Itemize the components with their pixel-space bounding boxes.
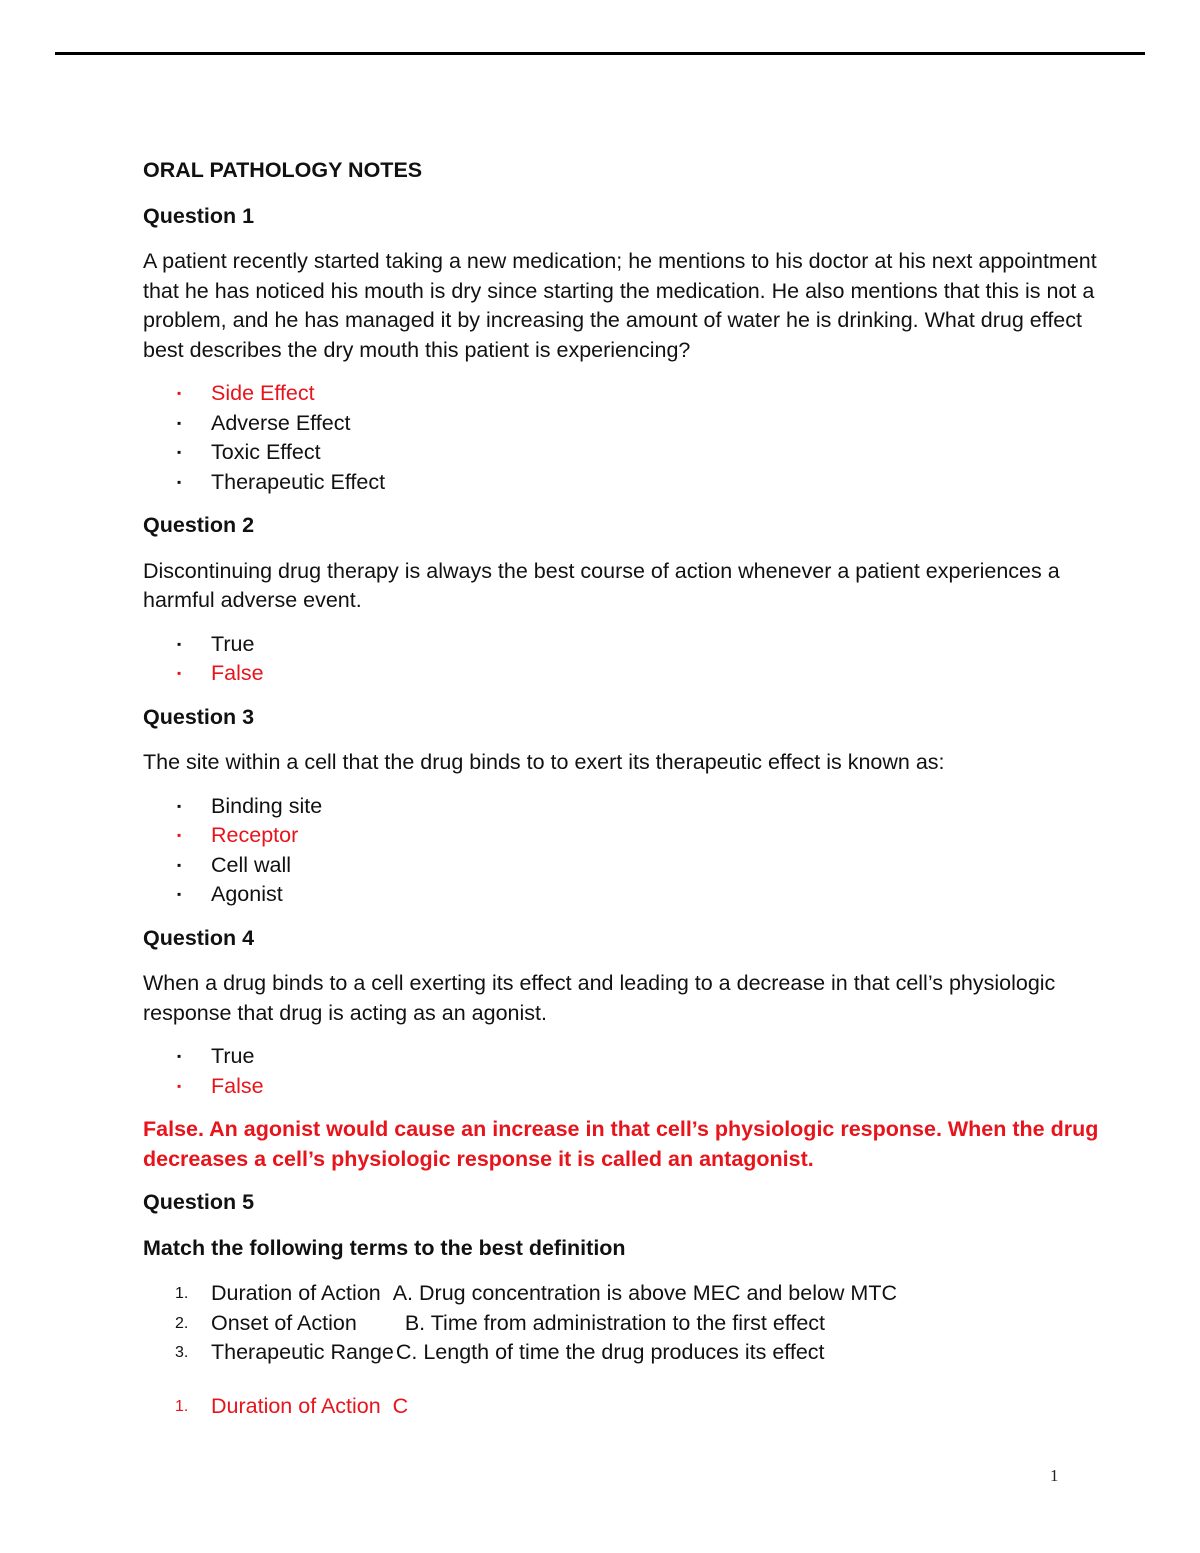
bullet-icon: ▪	[177, 474, 182, 489]
question-heading: Question 3	[143, 704, 255, 729]
matching-list	[143, 1279, 1103, 1368]
match-definition: C. Length of time the drug produces its effect	[395, 1340, 825, 1364]
option-correct: ▪ Receptor	[143, 821, 1103, 851]
bullet-icon: ▪	[177, 415, 182, 430]
matching-pair	[143, 1309, 1103, 1339]
option-correct: ▪ Side Effect	[143, 379, 1103, 409]
match-definition: A. Drug concentration is above MEC and below MTC	[392, 1281, 898, 1305]
list-number: 1.	[175, 1285, 189, 1302]
option: ▪ Binding site	[143, 792, 1103, 822]
matching-pair	[143, 1338, 1103, 1368]
list-number: 3.	[175, 1344, 189, 1361]
question-heading: Question 5	[143, 1190, 255, 1214]
document-title: ORAL PATHOLOGY NOTES	[143, 158, 423, 182]
list-number: 2.	[175, 1314, 189, 1332]
option-correct: ▪ False	[143, 1072, 1103, 1102]
option-list	[143, 1042, 1103, 1101]
match-term: Onset of Action	[211, 1310, 357, 1335]
match-term: Duration of Action	[211, 1281, 381, 1305]
bullet-icon: ▪	[177, 636, 182, 651]
bullet-icon: ▪	[177, 386, 182, 400]
match-definition: B. Time from administration to the first effect	[404, 1310, 826, 1335]
question-heading: Question 2	[143, 513, 255, 537]
header-rule	[55, 52, 1145, 55]
bullet-icon: ▪	[177, 1049, 182, 1063]
bullet-icon: ▪	[177, 828, 182, 842]
option: ▪ Adverse Effect	[143, 409, 1103, 439]
answer-explanation: False. An agonist would cause an increase in that cell’s physiologic response. When the drug decreases a cell’s physiologic response it is called an antagonist.	[143, 1117, 1099, 1171]
option: ▪ Agonist	[143, 880, 1103, 910]
spacer	[143, 1382, 1103, 1392]
option-list	[143, 379, 1103, 497]
option: ▪ True	[143, 1042, 1103, 1072]
matching-pair	[143, 1279, 1103, 1309]
bullet-icon: ▪	[177, 445, 182, 459]
bullet-icon: ▪	[177, 1078, 182, 1093]
match-term: Therapeutic Range	[211, 1340, 394, 1364]
bullet-icon: ▪	[177, 887, 182, 901]
bullet-icon: ▪	[177, 666, 182, 680]
list-number: 1.	[175, 1397, 189, 1415]
option-list	[143, 630, 1103, 689]
question-5	[143, 1188, 1103, 1421]
bullet-icon: ▪	[177, 857, 182, 872]
page-number: 1	[1050, 1466, 1059, 1485]
option-correct: ▪ False	[143, 659, 1103, 689]
document-body	[143, 156, 1103, 1435]
option-list	[143, 792, 1103, 910]
option: ▪ Cell wall	[143, 851, 1103, 881]
option: ▪ Therapeutic Effect	[143, 468, 1103, 498]
question-4	[143, 924, 1103, 1175]
answer-list	[143, 1392, 1103, 1422]
option: ▪ Toxic Effect	[143, 438, 1103, 468]
question-text: The site within a cell that the drug binds to to exert its therapeutic effect is known as:	[143, 750, 945, 774]
question-text: Discontinuing drug therapy is always the best course of action whenever a patient experiences a harmful adverse event.	[143, 558, 1060, 612]
question-heading: Question 4	[143, 925, 255, 950]
question-heading: Question 1	[143, 203, 255, 228]
match-answer: 1. Duration of Action C	[143, 1392, 1103, 1422]
question-1	[143, 202, 1103, 498]
match-instruction: Match the following terms to the best definition	[143, 1235, 626, 1260]
question-text: A patient recently started taking a new medication; he mentions to his doctor at his next appointment that he has noticed his mouth is dry since starting the medication. He also mentions that this is not a problem, and he has managed it by increasing the amount of water he is drinking. What drug effect best describes the dry mouth this patient is experiencing?	[143, 249, 1097, 362]
bullet-icon: ▪	[177, 798, 182, 813]
question-2	[143, 511, 1103, 689]
question-3	[143, 703, 1103, 910]
question-text: When a drug binds to a cell exerting its effect and leading to a decrease in that cell’s physiologic response that drug is acting as an agonist.	[143, 971, 1056, 1025]
option: ▪ True	[143, 630, 1103, 660]
